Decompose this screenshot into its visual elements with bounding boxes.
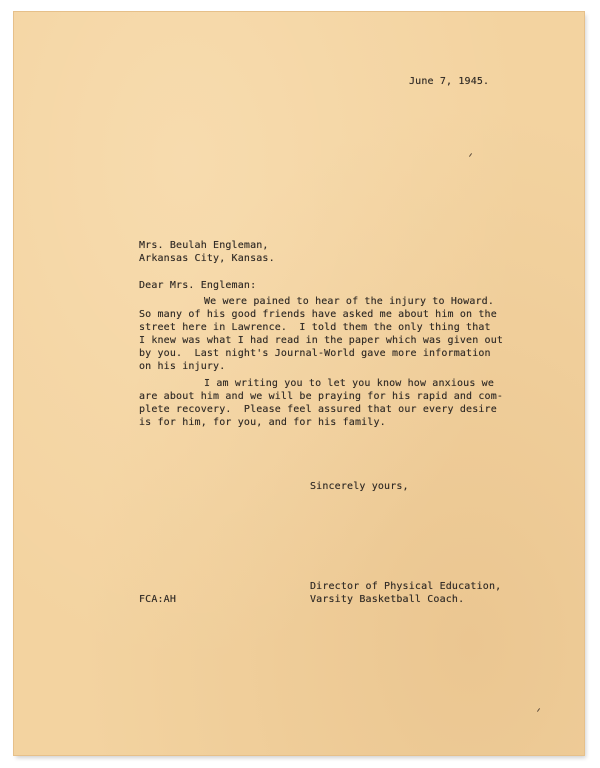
paper-mark [469,153,472,157]
paragraph-line: I knew was what I had read in the paper which was given out [139,335,504,346]
signature-title-2: Varsity Basketball Coach. [310,594,465,605]
paragraph-line: We were pained to hear of the injury to Howard. [204,296,495,307]
typist-initials: FCA:AH [139,594,177,605]
salutation: Dear Mrs. Engleman: [139,280,257,291]
recipient-location: Arkansas City, Kansas. [139,253,275,264]
letter-date: June 7, 1945. [409,76,490,87]
paragraph-line: I am writing you to let you know how anxious we [204,378,495,389]
paper-mark [537,708,540,712]
closing: Sincerely yours, [310,481,409,492]
paragraph-line: on his injury. [139,361,226,372]
paragraph-line: are about him and we will be praying for his rapid and com- [139,391,504,402]
signature-title-1: Director of Physical Education, [310,581,502,592]
paragraph-line: street here in Lawrence. I told them the only thing that [139,322,491,333]
paragraph-line: by you. Last night's Journal-World gave more information [139,348,491,359]
recipient-name: Mrs. Beulah Engleman, [139,240,269,251]
paragraph-line: So many of his good friends have asked me about him on the [139,309,497,320]
paragraph-line: is for him, for you, and for his family. [139,417,386,428]
paragraph-line: plete recovery. Please feel assured that our every desire [139,404,497,415]
